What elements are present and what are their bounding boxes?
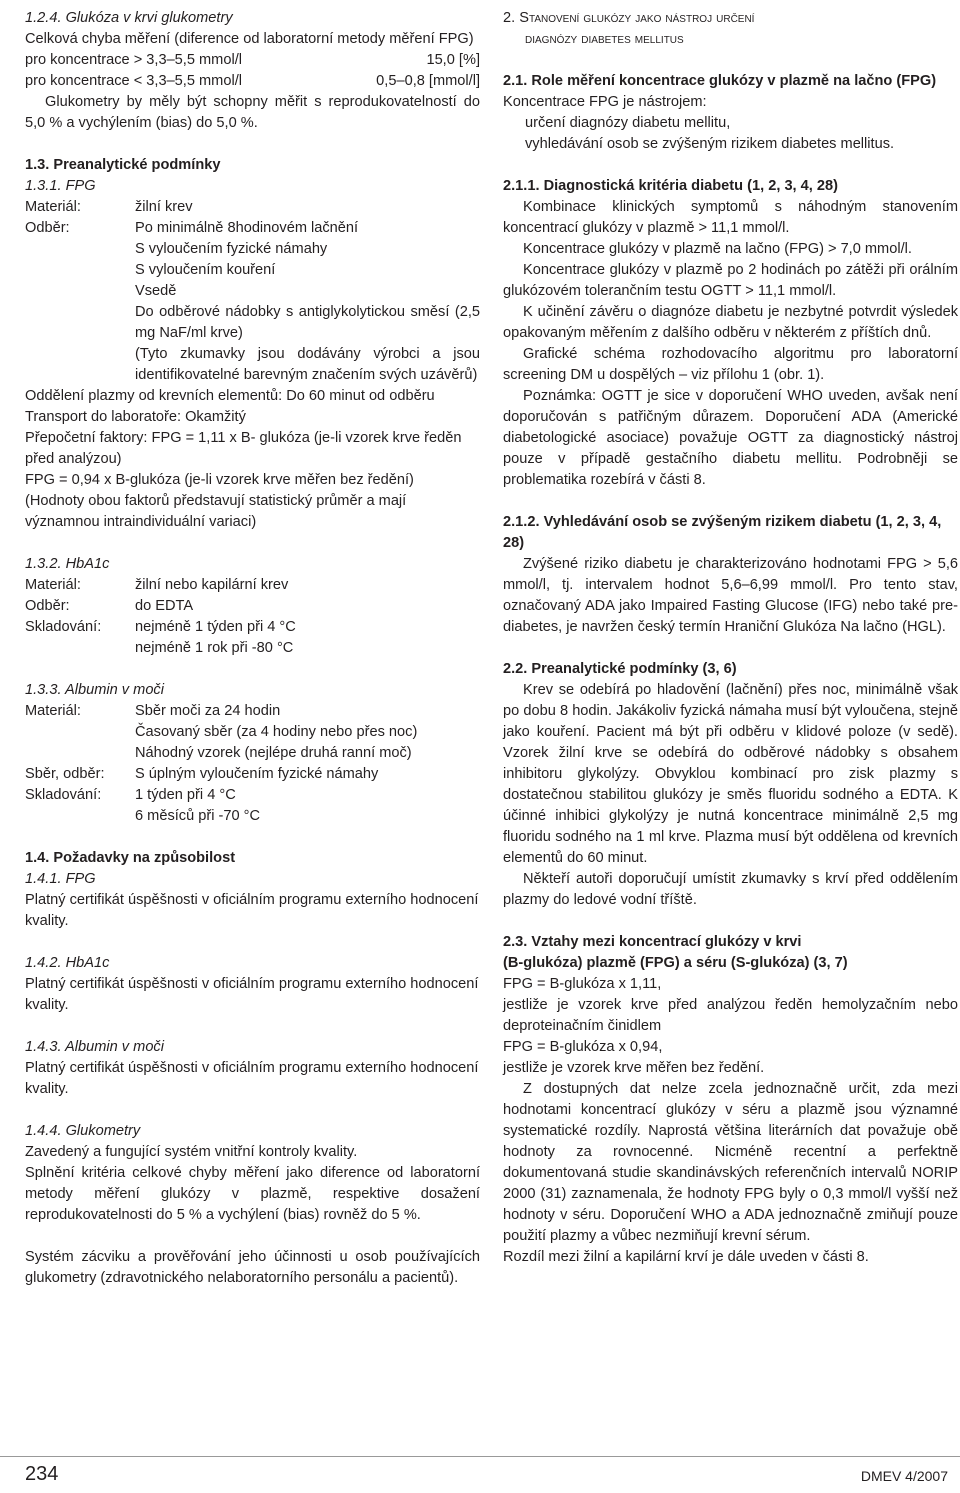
section-1-4-4-text: Zavedený a fungující systém vnitřní kontroly kvality. [25, 1144, 358, 1160]
hba1c-row-label: Skladování: [25, 619, 102, 635]
section-1-2-4-intro: Celková chyba měření (diference od laboratorní metody měření FPG) [25, 31, 474, 47]
fpg-odber-lines [135, 218, 480, 386]
section-1-4-4-title: 1.4.4. Glukometry [25, 1123, 141, 1139]
hba1c-row-line: do EDTA [135, 598, 194, 614]
section-2-1-2-paragraph: Zvýšené riziko diabetu je charakterizováno hodnotami FPG > 5,6 mmol/l, tj. intervalem hodnot 5,6–6,99 mmol/l. Pro tento stav, označovaný ADA jako Impaired Fasting Glucose (IFG) nebo také pre-diabetes, je navržen český termín Hraniční Glukóza Na lačno (HGL). [503, 556, 958, 635]
section-1-4-2-text: Platný certifikát úspěšnosti v oficiálním programu externího hodnocení kvality. [25, 976, 479, 1013]
section-2-1-2-title: 2.1.2. Vyhledávání osob se zvýšeným rizikem diabetu (1, 2, 3, 4, 28) [503, 514, 942, 551]
section-2-1-item: vyhledávání osob se zvýšeným rizikem diabetes mellitus. [525, 136, 895, 152]
albumin-row-line: S úplným vyloučením fyzické námahy [135, 766, 379, 782]
page-number: 234 [25, 1463, 59, 1485]
section-1-4-4-text: Splnění kritéria celkové chyby měření jako diference od laboratorní metody měření glukózy v plazmě, respektive dosažení reprodukovatelnosti do 5 % a vychýlení (bias) rovněž do 5 %. [25, 1165, 480, 1223]
fpg-paragraph: FPG = 0,94 x B-glukóza (je-li vzorek krve měřen bez ředění) [25, 472, 414, 488]
albumin-row-label: Sběr, odběr: [25, 766, 105, 782]
section-2-1-intro: Koncentrace FPG je nástrojem: [503, 94, 707, 110]
section-2-1-1-title: 2.1.1. Diagnostická kritéria diabetu (1, 2, 3, 4, 28) [503, 178, 838, 194]
left-column [25, 8, 480, 1289]
hba1c-row-line: nejméně 1 týden při 4 °C [135, 619, 296, 635]
section-2-title-line2: diagnózy diabetes mellitus [525, 31, 684, 47]
hba1c-row [25, 575, 480, 596]
section-1-2-4-text: Glukometry by měly být schopny měřit s reprodukovatelností do 5,0 % a vychýlením (bias) do 5,0 %. [25, 94, 480, 131]
range-row-2-label: pro koncentrace < 3,3–5,5 mmol/l [25, 73, 242, 89]
section-2-1-1-paragraph: Koncentrace glukózy v plazmě na lačno (FPG) > 7,0 mmol/l. [523, 241, 912, 257]
section-2-3-paragraph: Rozdíl mezi žilní a kapilární krví je dále uveden v části 8. [503, 1249, 869, 1265]
fpg-material-row [25, 197, 480, 218]
hba1c-row-label: Odběr: [25, 598, 70, 614]
section-2-2-paragraph: Někteří autoři doporučují umístit zkumavky s krví před oddělením plazmy do ledové vodní tříště. [503, 871, 958, 908]
hba1c-row-line: žilní nebo kapilární krev [135, 577, 289, 593]
section-2-3-title-line2: (B-glukóza) plazmě (FPG) a séru (S-glukóza) (3, 7) [503, 955, 848, 971]
fpg-material-value: žilní krev [135, 199, 193, 215]
fpg-material-label: Materiál: [25, 199, 81, 215]
section-2-1-1-paragraph: Kombinace klinických symptomů s náhodným stanovením koncentrací glukózy v plazmě > 11,1 mmol/l. [503, 199, 958, 236]
range-row-1-value: 15,0 [%] [426, 52, 480, 68]
section-2-3-title-line1: 2.3. Vztahy mezi koncentrací glukózy v krvi [503, 934, 802, 950]
section-2-1-1-paragraph: K učinění závěru o diagnóze diabetu je nezbytné potvrdit výsledek opakovaným měřením z dalšího odběru v některém z příštích dnů. [503, 304, 958, 341]
range-row-2 [25, 71, 480, 92]
albumin-row-line: 6 měsíců při -70 °C [135, 808, 261, 824]
range-row-1-label: pro koncentrace > 3,3–5,5 mmol/l [25, 52, 242, 68]
section-1-3-1-title: 1.3.1. FPG [25, 178, 96, 194]
section-1-4-1-text: Platný certifikát úspěšnosti v oficiálním programu externího hodnocení kvality. [25, 892, 479, 929]
section-1-4-3-text: Platný certifikát úspěšnosti v oficiálním programu externího hodnocení kvality. [25, 1060, 479, 1097]
fpg-paragraph: Transport do laboratoře: Okamžitý [25, 409, 246, 425]
albumin-row [25, 764, 480, 785]
section-2-3-paragraph: Z dostupných dat nelze zcela jednoznačně určit, zda mezi hodnotami koncentrací glukózy v séru a plazmě jsou významné systematické rozdíly. Naprostá většina literárních dat považuje obě hodnoty za rovnocenné. Nicméně recentní a perfektně dokumentovaná studie skandinávských referenčních intervalů NORIP 2000 (31) zaznamenala, že hodnoty FPG byly o 0,3 mmol/l vyšší než hodnoty v séru. Doporučení WHO a ADA jednoznačně zmiňují pouze použití plazmy a vůbec nezmiňují krevní sérum. [503, 1081, 958, 1244]
fpg-odber-line: Do odběrové nádobky s antiglykolytickou směsí (2,5 mg NaF/ml krve) [135, 304, 480, 341]
albumin-row-line: Časovaný sběr (za 4 hodiny nebo přes noc) [135, 724, 418, 740]
section-2-3-formula: FPG = B-glukóza x 0,94, [503, 1039, 663, 1055]
footer-divider [0, 1456, 960, 1457]
fpg-odber-line: S vyloučením kouření [135, 262, 276, 278]
section-1-3-3-title: 1.3.3. Albumin v moči [25, 682, 164, 698]
fpg-odber-row [25, 218, 480, 386]
section-1-3-title: 1.3. Preanalytické podmínky [25, 157, 221, 173]
fpg-odber-line: S vyloučením fyzické námahy [135, 241, 328, 257]
fpg-odber-line: Vsedě [135, 283, 177, 299]
section-2-2-paragraph: Krev se odebírá po hladovění (lačnění) přes noc, minimálně však po dobu 8 hodin. Jakákoliv fyzická námaha musí být vyloučena, stejně jako kouření. Pacient má být při odběru v klidové poloze (v sedě). Vzorek žilní krve se odebírá do odběrové nádobky s obsahem inhibitoru glykolýzy. Obvyklou kombinací pro zisk plazmy s dostatečnou stabilitou glukózy je směs fluoridu sodného a EDTA. K účinné inhibici glykolýzy je nutná koncentrace minimálně 2,5 mg fluoridu sodného na 1 ml krve. Plazma musí být oddělena od krevních elementů do 60 minut. [503, 682, 958, 866]
section-1-4-4-text: Systém zácviku a prověřování jeho účinnosti u osob používajících glukometry (zdravotnického nelaboratorního personálu a pacientů). [25, 1249, 480, 1286]
section-2-1-1-paragraph: Grafické schéma rozhodovacího algoritmu pro laboratorní screening DM u dospělých – viz přílohu 1 (obr. 1). [503, 346, 958, 383]
journal-issue: DMEV 4/2007 [860, 1468, 948, 1484]
section-1-4-1-title: 1.4.1. FPG [25, 871, 96, 887]
albumin-row-line: Sběr moči za 24 hodin [135, 703, 281, 719]
section-2-1-1-paragraph: Poznámka: OGTT je sice v doporučení WHO uveden, avšak není doporučován s patřičným důrazem. Doporučení ADA (Americké diabetologické asociace) považuje OGTT za diagnostický nástroj pouze v případě gestačního diabetu mellitu. Podrobněji se problematika rozebírá v části 8. [503, 388, 958, 488]
albumin-row [25, 701, 480, 764]
hba1c-row [25, 617, 480, 659]
section-1-3-2-title: 1.3.2. HbA1c [25, 556, 110, 572]
hba1c-row [25, 596, 480, 617]
section-2-1-1-paragraph: Koncentrace glukózy v plazmě po 2 hodinách po zátěži při orálním glukózovém tolerančním testu OGTT > 11,1 mmol/l. [503, 262, 958, 299]
fpg-odber-line: (Tyto zkumavky jsou dodávány výrobci a jsou identifikovatelné barevným značením svých uzávěrů) [135, 346, 480, 383]
right-column [503, 8, 958, 1268]
albumin-row-label: Skladování: [25, 787, 102, 803]
section-1-4-title: 1.4. Požadavky na způsobilost [25, 850, 236, 866]
range-row-2-value: 0,5–0,8 [mmol/l] [376, 73, 480, 89]
section-2-1-title: 2.1. Role měření koncentrace glukózy v plazmě na lačno (FPG) [503, 73, 937, 89]
fpg-paragraph: (Hodnoty obou faktorů představují statistický průměr a mají významnou intraindividuální variaci) [25, 493, 407, 530]
section-1-4-2-title: 1.4.2. HbA1c [25, 955, 110, 971]
fpg-paragraph: Přepočetní faktory: FPG = 1,11 x B- glukóza (je-li vzorek krve ředěn před analýzou) [25, 430, 462, 467]
albumin-row-label: Materiál: [25, 703, 81, 719]
section-2-1-item: určení diagnózy diabetu mellitu, [525, 115, 731, 131]
albumin-row-line: 1 týden při 4 °C [135, 787, 236, 803]
section-2-3-formula: FPG = B-glukóza x 1,11, [503, 976, 662, 992]
fpg-odber-label: Odběr: [25, 220, 70, 236]
fpg-paragraph: Oddělení plazmy od krevních elementů: Do 60 minut od odběru [25, 388, 435, 404]
range-row-1 [25, 50, 480, 71]
hba1c-row-line: nejméně 1 rok při -80 °C [135, 640, 294, 656]
hba1c-row-label: Materiál: [25, 577, 81, 593]
section-1-4-3-title: 1.4.3. Albumin v moči [25, 1039, 164, 1055]
fpg-odber-line: Po minimálně 8hodinovém lačnění [135, 220, 359, 236]
section-1-2-4-title: 1.2.4. Glukóza v krvi glukometry [25, 10, 233, 26]
section-2-2-title: 2.2. Preanalytické podmínky (3, 6) [503, 661, 737, 677]
section-2-title-line1: 2. Stanovení glukózy jako nástroj určení [503, 10, 755, 26]
section-2-3-line: jestliže je vzorek krve před analýzou ředěn hemolyzačním nebo deproteinačním činidlem [503, 997, 958, 1034]
albumin-row [25, 785, 480, 827]
section-2-3-line: jestliže je vzorek krve měřen bez ředění. [503, 1060, 765, 1076]
albumin-row-line: Náhodný vzorek (nejlépe druhá ranní moč) [135, 745, 412, 761]
